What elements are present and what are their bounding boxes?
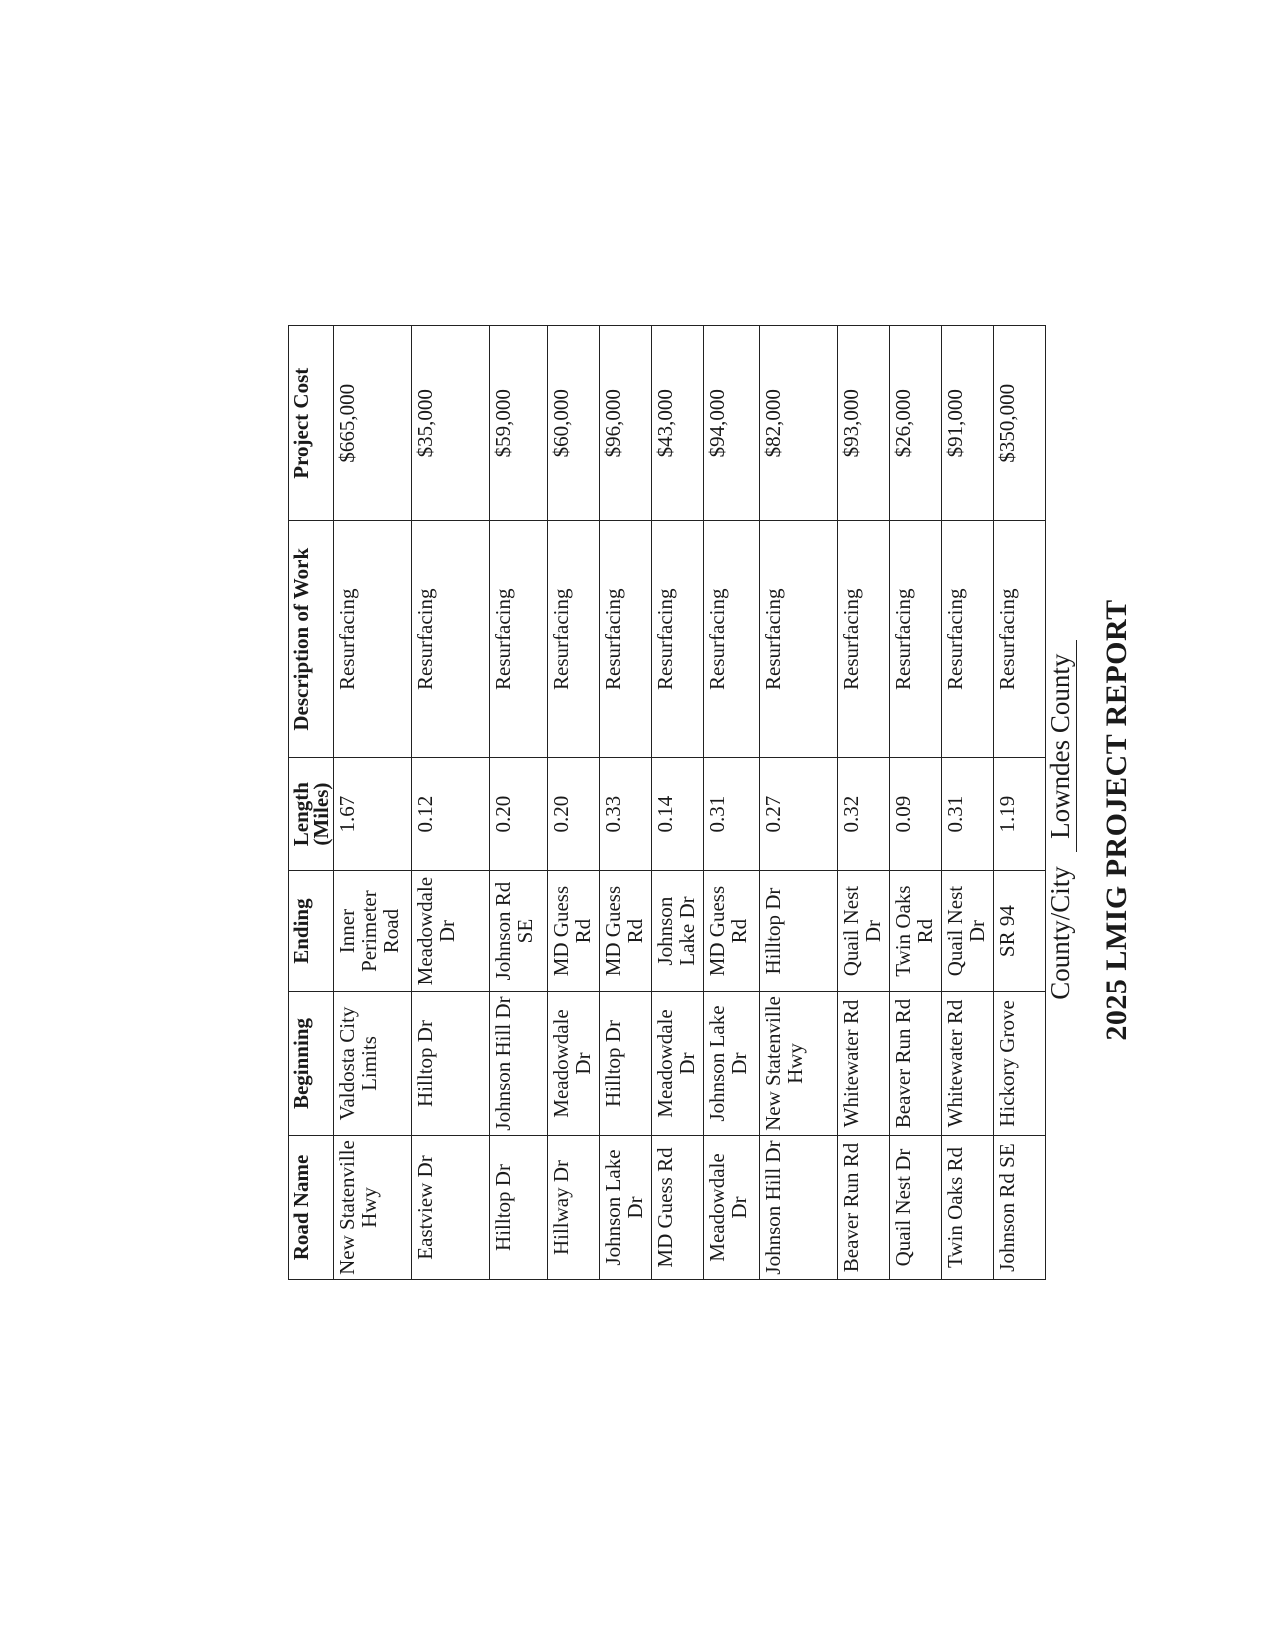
table-row: [760, 326, 838, 1280]
cell-description: Resurfacing: [600, 521, 652, 758]
cell-beginning: Meadowdale Dr: [652, 992, 704, 1136]
header-ending: Ending: [289, 871, 334, 992]
cell-description: Resurfacing: [760, 521, 838, 758]
table-row: [704, 326, 760, 1280]
cell-length: 0.32: [838, 758, 890, 871]
cell-beginning: Whitewater Rd: [942, 992, 994, 1136]
cell-road-name: Eastview Dr: [412, 1136, 490, 1280]
header-road-name: Road Name: [289, 1136, 334, 1280]
cell-ending: MD Guess Rd: [548, 871, 600, 992]
cell-ending: MD Guess Rd: [704, 871, 760, 992]
cell-ending: Meadowdale Dr: [412, 871, 490, 992]
cell-cost: $35,000: [412, 326, 490, 521]
county-label: County/City: [1045, 866, 1075, 1000]
cell-cost: $91,000: [942, 326, 994, 521]
cell-cost: $350,000: [994, 326, 1046, 521]
cell-cost: $94,000: [704, 326, 760, 521]
project-table: [288, 325, 1046, 1280]
county-line: [1045, 0, 1077, 1650]
table-row: [652, 326, 704, 1280]
cell-road-name: Quail Nest Dr: [890, 1136, 942, 1280]
cell-description: Resurfacing: [490, 521, 548, 758]
cell-beginning: Meadowdale Dr: [548, 992, 600, 1136]
cell-beginning: Hickory Grove: [994, 992, 1046, 1136]
cell-length: 0.12: [412, 758, 490, 871]
report-title: 2025 LMIG PROJECT REPORT: [1100, 599, 1133, 1041]
cell-cost: $59,000: [490, 326, 548, 521]
cell-ending: Quail Nest Dr: [942, 871, 994, 992]
cell-description: Resurfacing: [890, 521, 942, 758]
cell-length: 0.14: [652, 758, 704, 871]
cell-beginning: Hilltop Dr: [600, 992, 652, 1136]
cell-ending: Johnson Rd SE: [490, 871, 548, 992]
cell-road-name: Meadowdale Dr: [704, 1136, 760, 1280]
cell-beginning: Hilltop Dr: [412, 992, 490, 1136]
cell-road-name: Johnson Rd SE: [994, 1136, 1046, 1280]
cell-cost: $82,000: [760, 326, 838, 521]
cell-length: 1.67: [334, 758, 412, 871]
cell-cost: $96,000: [600, 326, 652, 521]
cell-ending: Twin Oaks Rd: [890, 871, 942, 992]
cell-length: 0.27: [760, 758, 838, 871]
table-row: [600, 326, 652, 1280]
cell-description: Resurfacing: [994, 521, 1046, 758]
table-row: [838, 326, 890, 1280]
cell-length: 0.31: [942, 758, 994, 871]
cell-road-name: MD Guess Rd: [652, 1136, 704, 1280]
cell-length: 0.20: [548, 758, 600, 871]
cell-length: 0.20: [490, 758, 548, 871]
table-row: [890, 326, 942, 1280]
cell-description: Resurfacing: [412, 521, 490, 758]
cell-length: 1.19: [994, 758, 1046, 871]
header-beginning: Beginning: [289, 992, 334, 1136]
header-row: [289, 326, 334, 1280]
cell-beginning: Johnson Lake Dr: [704, 992, 760, 1136]
county-value: Lowndes County: [1045, 640, 1077, 852]
table-row: [490, 326, 548, 1280]
cell-cost: $43,000: [652, 326, 704, 521]
cell-ending: SR 94: [994, 871, 1046, 992]
cell-length: 0.31: [704, 758, 760, 871]
table-row: [334, 326, 412, 1280]
cell-cost: $93,000: [838, 326, 890, 521]
cell-ending: Inner Perimeter Road: [334, 871, 412, 992]
cell-beginning: Johnson Hill Dr: [490, 992, 548, 1136]
cell-road-name: Beaver Run Rd: [838, 1136, 890, 1280]
cell-road-name: Johnson Hill Dr: [760, 1136, 838, 1280]
cell-ending: Hilltop Dr: [760, 871, 838, 992]
cell-description: Resurfacing: [942, 521, 994, 758]
cell-description: Resurfacing: [838, 521, 890, 758]
cell-length: 0.09: [890, 758, 942, 871]
cell-beginning: Whitewater Rd: [838, 992, 890, 1136]
cell-road-name: Johnson Lake Dr: [600, 1136, 652, 1280]
cell-ending: Johnson Lake Dr: [652, 871, 704, 992]
table-row: [548, 326, 600, 1280]
table-row: [942, 326, 994, 1280]
cell-description: Resurfacing: [334, 521, 412, 758]
cell-cost: $60,000: [548, 326, 600, 521]
cell-road-name: New Statenville Hwy: [334, 1136, 412, 1280]
cell-cost: $665,000: [334, 326, 412, 521]
cell-beginning: New Statenville Hwy: [760, 992, 838, 1136]
cell-road-name: Hilltop Dr: [490, 1136, 548, 1280]
table-row: [412, 326, 490, 1280]
header-description: Description of Work: [289, 521, 334, 758]
cell-road-name: Twin Oaks Rd: [942, 1136, 994, 1280]
header-cost: Project Cost: [289, 326, 334, 521]
cell-description: Resurfacing: [548, 521, 600, 758]
cell-description: Resurfacing: [704, 521, 760, 758]
cell-cost: $26,000: [890, 326, 942, 521]
header-length: Length (Miles): [289, 758, 334, 871]
cell-length: 0.33: [600, 758, 652, 871]
cell-ending: MD Guess Rd: [600, 871, 652, 992]
cell-road-name: Hillway Dr: [548, 1136, 600, 1280]
cell-beginning: Valdosta City Limits: [334, 992, 412, 1136]
table-row: [994, 326, 1046, 1280]
cell-description: Resurfacing: [652, 521, 704, 758]
cell-beginning: Beaver Run Rd: [890, 992, 942, 1136]
cell-ending: Quail Nest Dr: [838, 871, 890, 992]
